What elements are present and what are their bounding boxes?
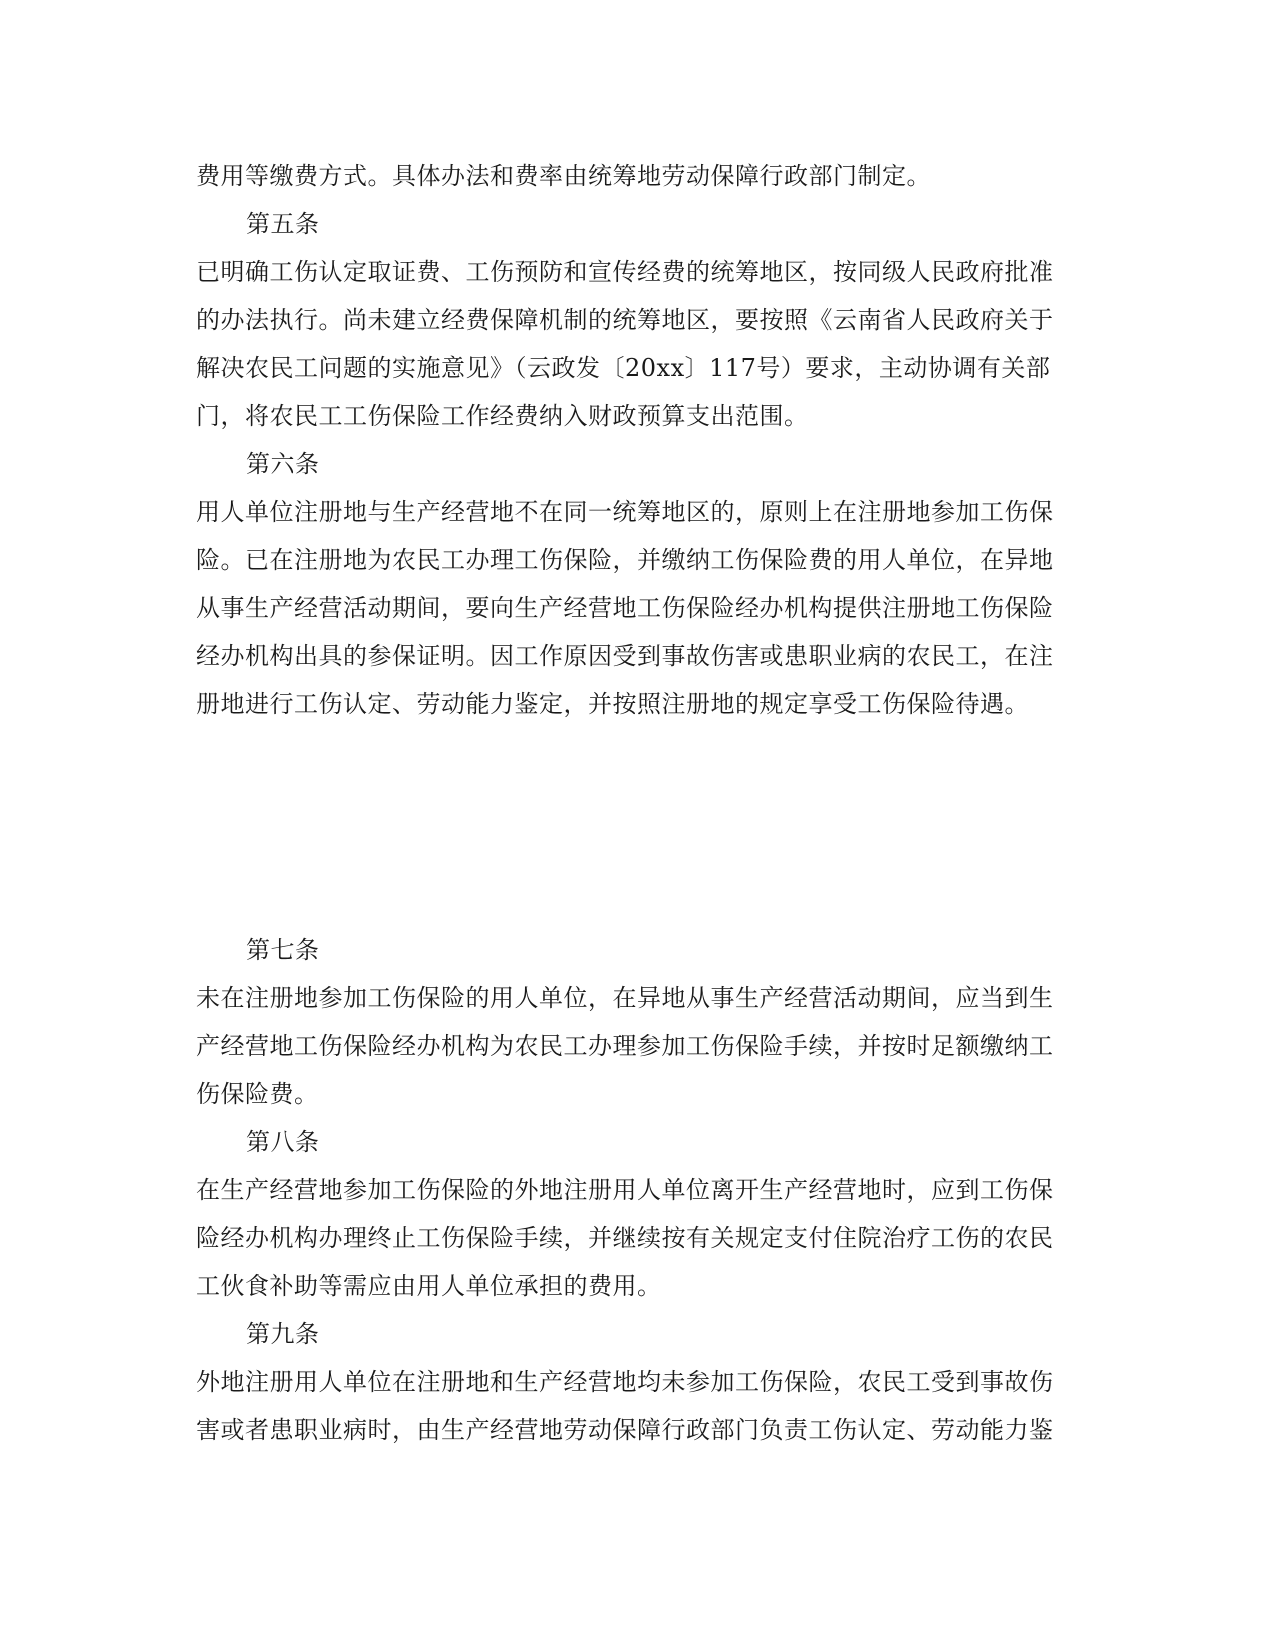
paragraph-line: 伤保险费。 (196, 1080, 319, 1108)
paragraph-line: 解决农民工问题的实施意见》（云政发〔20xx〕117号）要求，主动协调有关部 (196, 354, 1051, 382)
paragraph-line: 用人单位注册地与生产经营地不在同一统筹地区的，原则上在注册地参加工伤保 (196, 498, 1054, 526)
article-heading: 第九条 (246, 1320, 320, 1348)
paragraph-line: 门，将农民工工伤保险工作经费纳入财政预算支出范围。 (196, 402, 809, 430)
article-heading: 第六条 (246, 450, 320, 478)
paragraph-line: 经办机构出具的参保证明。因工作原因受到事故伤害或患职业病的农民工，在注 (196, 642, 1054, 670)
article-heading: 第五条 (246, 210, 320, 238)
text-block-2 (196, 926, 1076, 1454)
paragraph-line: 未在注册地参加工伤保险的用人单位，在异地从事生产经营活动期间，应当到生 (196, 984, 1054, 1012)
paragraph-line: 险经办机构办理终止工伤保险手续，并继续按有关规定支付住院治疗工伤的农民 (196, 1224, 1054, 1252)
paragraph-line: 从事生产经营活动期间，要向生产经营地工伤保险经办机构提供注册地工伤保险 (196, 594, 1054, 622)
paragraph-line: 费用等缴费方式。具体办法和费率由统筹地劳动保障行政部门制定。 (196, 162, 931, 190)
paragraph-line: 险。已在注册地为农民工办理工伤保险，并缴纳工伤保险费的用人单位，在异地 (196, 546, 1054, 574)
article-heading: 第八条 (246, 1128, 320, 1156)
paragraph-line: 已明确工伤认定取证费、工伤预防和宣传经费的统筹地区，按同级人民政府批准 (196, 258, 1054, 286)
article-heading: 第七条 (246, 936, 320, 964)
paragraph-line: 册地进行工伤认定、劳动能力鉴定，并按照注册地的规定享受工伤保险待遇。 (196, 690, 1029, 718)
paragraph-line: 在生产经营地参加工伤保险的外地注册用人单位离开生产经营地时，应到工伤保 (196, 1176, 1054, 1204)
text-block-1 (196, 152, 1076, 728)
paragraph-line: 工伙食补助等需应由用人单位承担的费用。 (196, 1272, 662, 1300)
paragraph-line: 害或者患职业病时，由生产经营地劳动保障行政部门负责工伤认定、劳动能力鉴 (196, 1416, 1054, 1444)
paragraph-line: 外地注册用人单位在注册地和生产经营地均未参加工伤保险，农民工受到事故伤 (196, 1368, 1054, 1396)
paragraph-line: 产经营地工伤保险经办机构为农民工办理参加工伤保险手续，并按时足额缴纳工 (196, 1032, 1054, 1060)
paragraph-line: 的办法执行。尚未建立经费保障机制的统筹地区，要按照《云南省人民政府关于 (196, 306, 1054, 334)
